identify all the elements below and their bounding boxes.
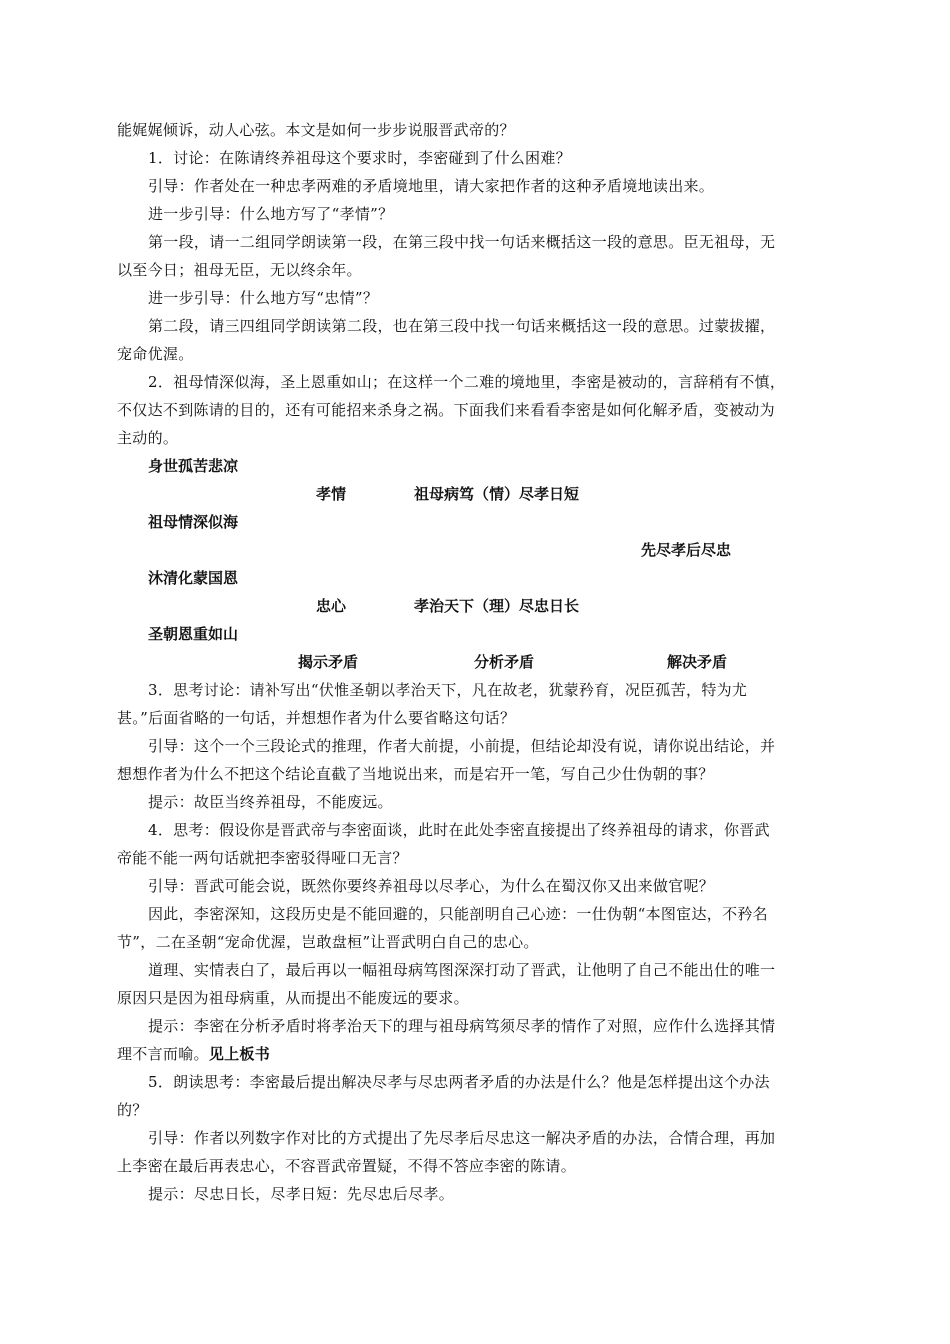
diagram-stage-1: 揭示矛盾 xyxy=(298,653,359,671)
paragraph-line: 1．讨论：在陈请终养祖母这个要求时，李密碰到了什么困难？ xyxy=(148,149,571,167)
paragraph-line: 引导：这个一个三段论式的推理，作者大前提，小前提，但结论却没有说，请你说出结论，并 xyxy=(148,737,776,755)
diagram-right-1: 祖母病笃（情）尽孝日短 xyxy=(414,485,580,503)
diagram-mid-1: 孝情 xyxy=(316,485,347,503)
paragraph-line: 的？ xyxy=(117,1101,148,1119)
paragraph-line: 进一步引导：什么地方写“忠情”？ xyxy=(148,289,379,307)
diagram-stage-2: 分析矛盾 xyxy=(474,653,535,671)
paragraph-line: 2．祖母情深似海，圣上恩重如山；在这样一个二难的境地里，李密是被动的，言辞稍有不慎， xyxy=(148,373,786,391)
paragraph-line: 3．思考讨论：请补写出“伏惟圣朝以孝治天下，凡在故老，犹蒙矜育，况臣孤苦，特为尤 xyxy=(148,681,748,699)
paragraph-line: 提示：李密在分析矛盾时将孝治天下的理与祖母病笃须尽孝的情作了对照，应作什么选择其情 xyxy=(148,1017,776,1035)
diagram-conclusion: 先尽孝后尽忠 xyxy=(641,541,732,559)
paragraph-line: 主动的。 xyxy=(117,429,179,447)
paragraph-line: 引导：晋武可能会说，既然你要终养祖母以尽孝心，为什么在蜀汉你又出来做官呢？ xyxy=(148,877,715,895)
paragraph-line: 宠命优渥。 xyxy=(117,345,194,363)
paragraph-line: 引导：作者处在一种忠孝两难的矛盾境地里，请大家把作者的这种矛盾境地读出来。 xyxy=(148,177,715,195)
paragraph-line: 帝能不能一两句话就把李密驳得哑口无言？ xyxy=(117,849,408,867)
paragraph-line: 甚。”后面省略的一句话，并想想作者为什么要省略这句话？ xyxy=(117,709,516,727)
paragraph-line: 因此，李密深知，这段历史是不能回避的，只能剖明自己心迹：一仕伪朝“本图宦达，不矜名 xyxy=(148,905,768,923)
paragraph-line: 5．朗读思考：李密最后提出解决尽孝与尽忠两者矛盾的办法是什么？他是怎样提出这个办法 xyxy=(148,1073,770,1091)
paragraph-line: 上李密在最后再表忠心，不容晋武帝置疑，不得不答应李密的陈请。 xyxy=(117,1157,577,1175)
paragraph-line: 提示：尽忠日长，尽孝日短：先尽忠后尽孝。 xyxy=(148,1185,455,1203)
diagram-left-3: 沐清化蒙国恩 xyxy=(148,569,239,587)
paragraph-line: 能娓娓倾诉，动人心弦。本文是如何一步步说服晋武帝的？ xyxy=(117,121,515,139)
paragraph-text: 理不言而喻。 xyxy=(117,1045,209,1063)
paragraph-line: 原因只是因为祖母病重，从而提出不能废远的要求。 xyxy=(117,989,469,1007)
diagram-stage-3: 解决矛盾 xyxy=(667,653,728,671)
diagram-left-1: 身世孤苦悲凉 xyxy=(148,457,239,475)
paragraph-line: 节”，二在圣朝“宠命优渥，岂敢盘桓”让晋武明白自己的忠心。 xyxy=(117,933,539,951)
diagram-left-2: 祖母情深似海 xyxy=(148,513,239,531)
diagram-mid-2: 忠心 xyxy=(316,597,347,615)
paragraph-line: 进一步引导：什么地方写了“孝情”？ xyxy=(148,205,394,223)
paragraph-line: 提示：故臣当终养祖母，不能废远。 xyxy=(148,793,393,811)
paragraph-line: 以至今日；祖母无臣，无以终余年。 xyxy=(117,261,362,279)
paragraph-line: 第一段，请一二组同学朗读第一段，在第三段中找一句话来概括这一段的意思。臣无祖母，无 xyxy=(148,233,776,251)
paragraph-line: 第二段，请三四组同学朗读第二段，也在第三段中找一句话来概括这一段的意思。过蒙拔擢， xyxy=(148,317,776,335)
paragraph-line: 道理、实情表白了，最后再以一幅祖母病笃图深深打动了晋武，让他明了自己不能出仕的唯一 xyxy=(148,961,776,979)
paragraph-line: 想想作者为什么不把这个结论直截了当地说出来，而是宕开一笔，写自己少仕伪朝的事？ xyxy=(117,765,714,783)
paragraph-line: 引导：作者以列数字作对比的方式提出了先尽孝后尽忠这一解决矛盾的办法，合情合理，再加 xyxy=(148,1129,776,1147)
paragraph-line xyxy=(117,1044,837,1064)
paragraph-line: 4．思考：假设你是晋武帝与李密面谈，此时在此处李密直接提出了终养祖母的请求，你晋武 xyxy=(148,821,770,839)
paragraph-line: 不仅达不到陈请的目的，还有可能招来杀身之祸。下面我们来看看李密是如何化解矛盾，变被动为 xyxy=(117,401,775,419)
diagram-left-4: 圣朝恩重如山 xyxy=(148,625,239,643)
diagram-right-2: 孝治天下（理）尽忠日长 xyxy=(414,597,580,615)
board-reference: 见上板书 xyxy=(208,1045,271,1063)
